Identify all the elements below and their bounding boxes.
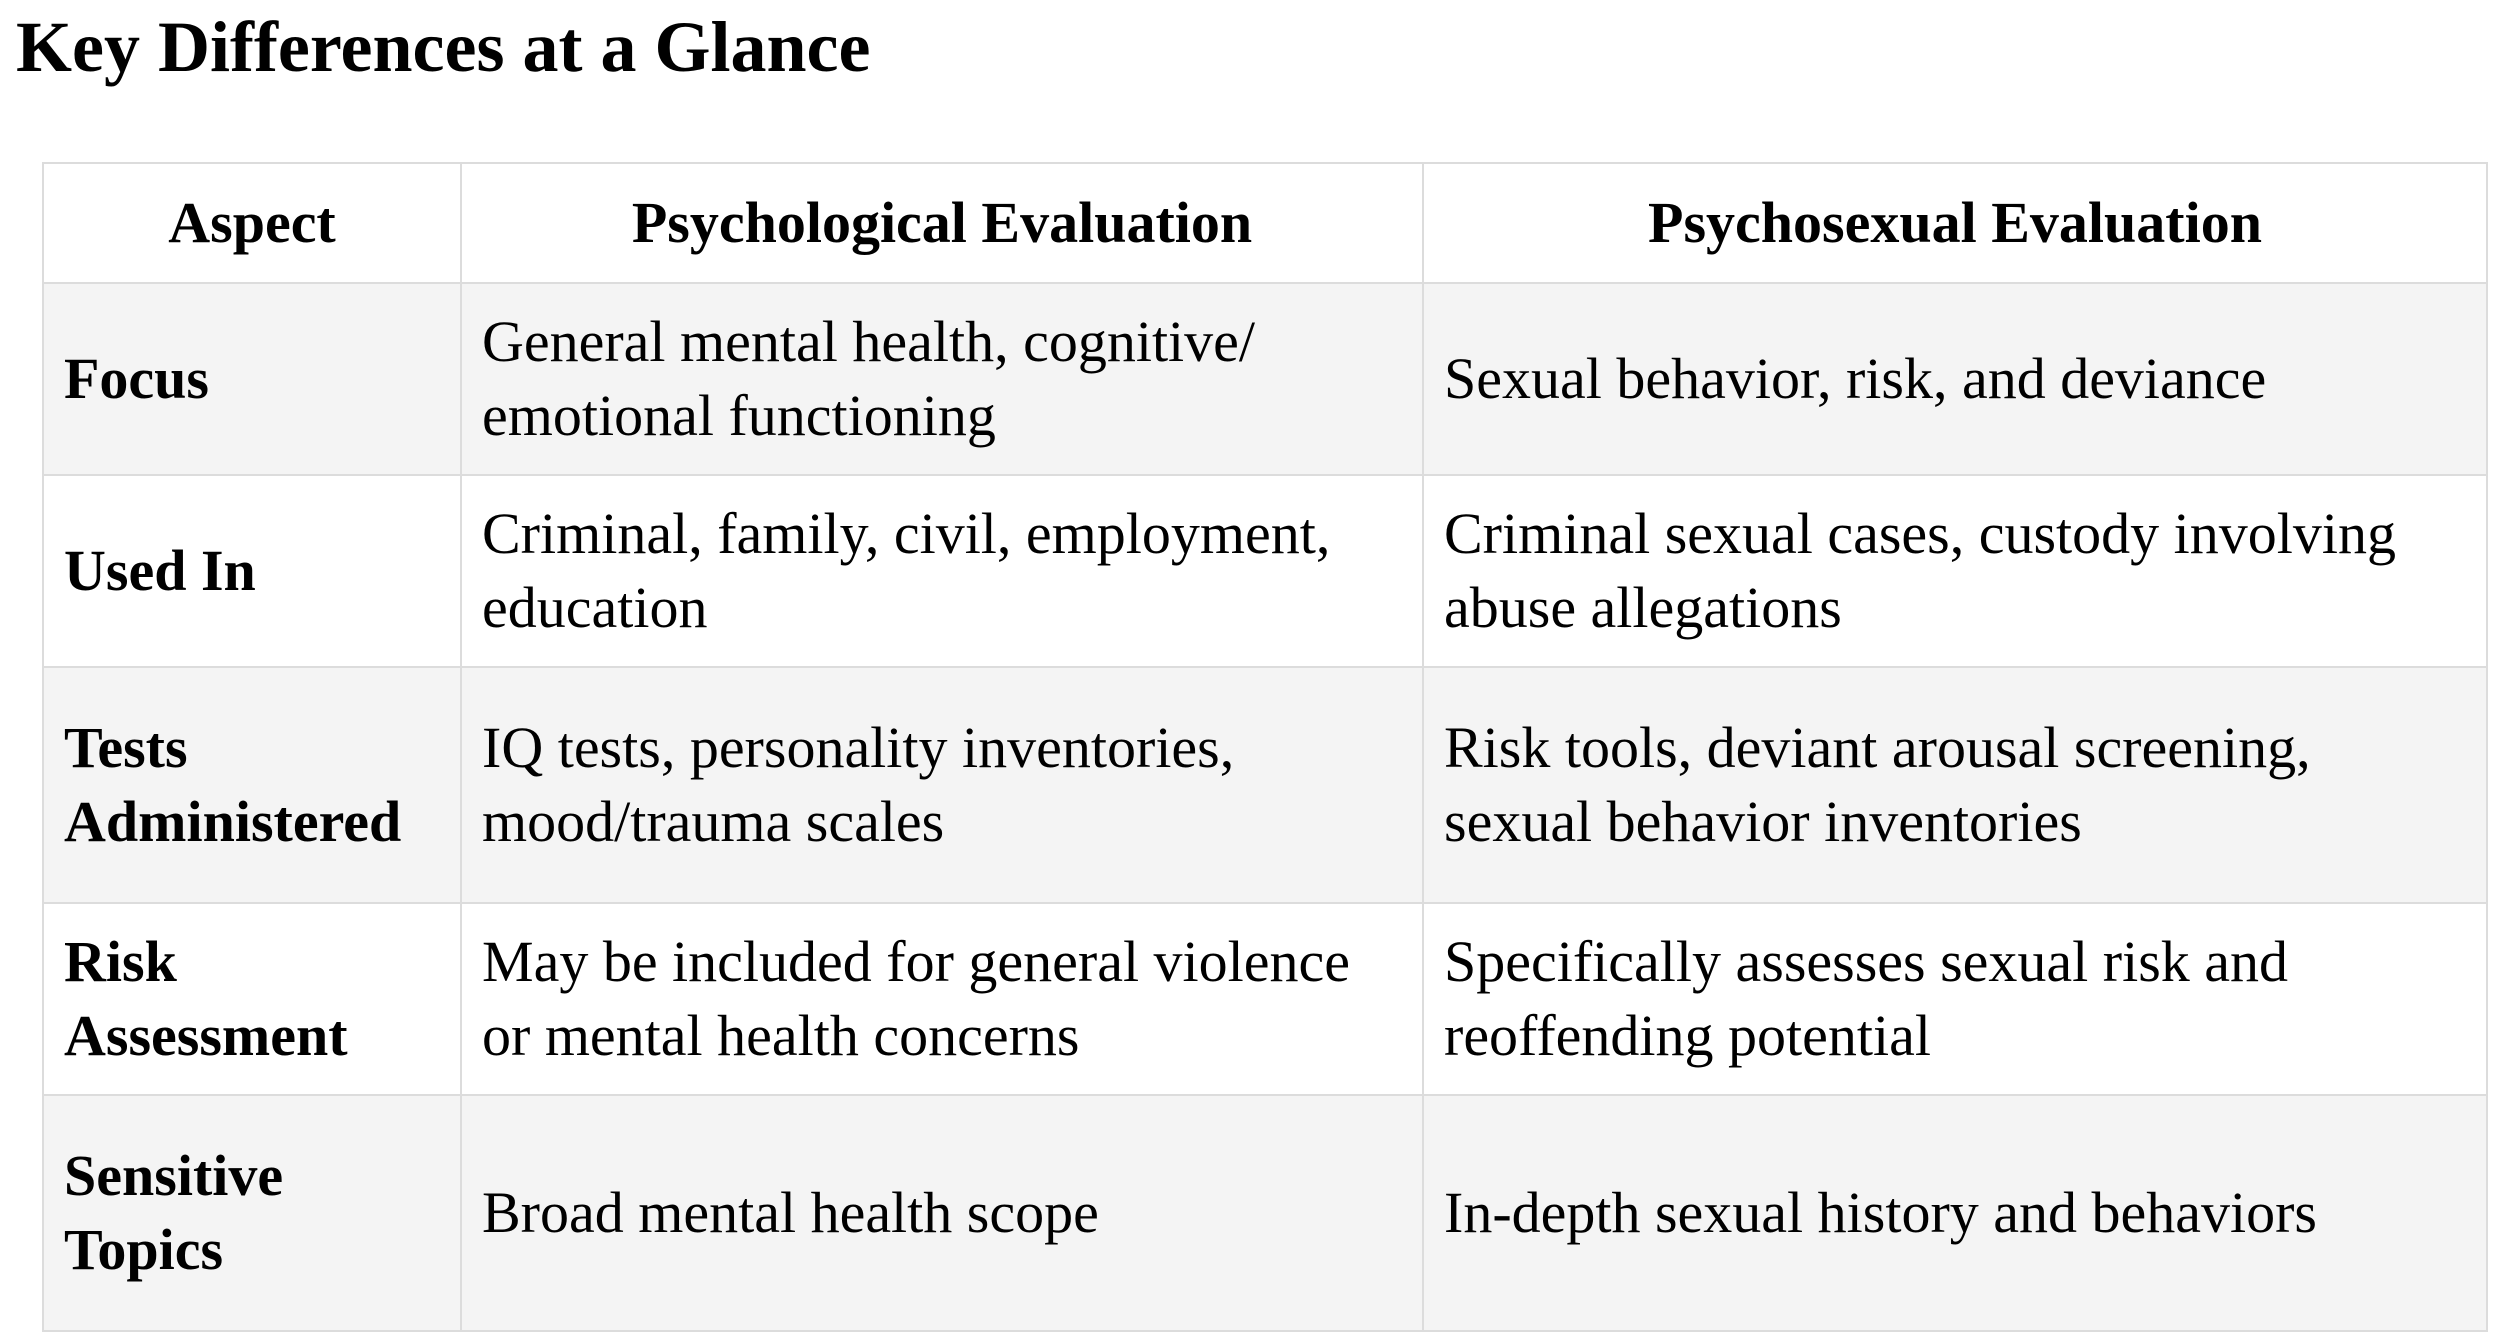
comparison-table: [42, 162, 2488, 1332]
psychosexual-cell: Sexual behavior, risk, and deviance: [1423, 283, 2487, 475]
column-header-psychosexual: Psychosexual Evaluation: [1423, 163, 2487, 283]
aspect-cell: Tests Administered: [43, 667, 461, 903]
table-row-tests-administered: [43, 667, 2487, 903]
table-row-risk-assessment: [43, 903, 2487, 1095]
aspect-cell: Used In: [43, 475, 461, 667]
psychological-cell: IQ tests, personality inventories, mood/trauma scales: [461, 667, 1423, 903]
psychosexual-cell: Specifically assesses sexual risk and reoffending potential: [1423, 903, 2487, 1095]
column-header-aspect: Aspect: [43, 163, 461, 283]
psychological-cell: Criminal, family, civil, employment, education: [461, 475, 1423, 667]
table-row-used-in: [43, 475, 2487, 667]
psychological-cell: General mental health, cognitive/ emotional functioning: [461, 283, 1423, 475]
table-row-focus: [43, 283, 2487, 475]
column-header-psychological: Psychological Evaluation: [461, 163, 1423, 283]
aspect-cell: Sensitive Topics: [43, 1095, 461, 1331]
psychosexual-cell: In-depth sexual history and behaviors: [1423, 1095, 2487, 1331]
psychosexual-cell: Criminal sexual cases, custody involving abuse allegations: [1423, 475, 2487, 667]
table-row-sensitive-topics: [43, 1095, 2487, 1331]
psychological-cell: May be included for general violence or mental health concerns: [461, 903, 1423, 1095]
table-body: [43, 283, 2487, 1331]
page-title: Key Differences at a Glance: [16, 7, 871, 87]
header-row: [43, 163, 2487, 283]
psychosexual-cell: Risk tools, deviant arousal screening, sexual behavior inventories: [1423, 667, 2487, 903]
psychological-cell: Broad mental health scope: [461, 1095, 1423, 1331]
aspect-cell: Focus: [43, 283, 461, 475]
table-header: [43, 163, 2487, 283]
aspect-cell: Risk Assessment: [43, 903, 461, 1095]
